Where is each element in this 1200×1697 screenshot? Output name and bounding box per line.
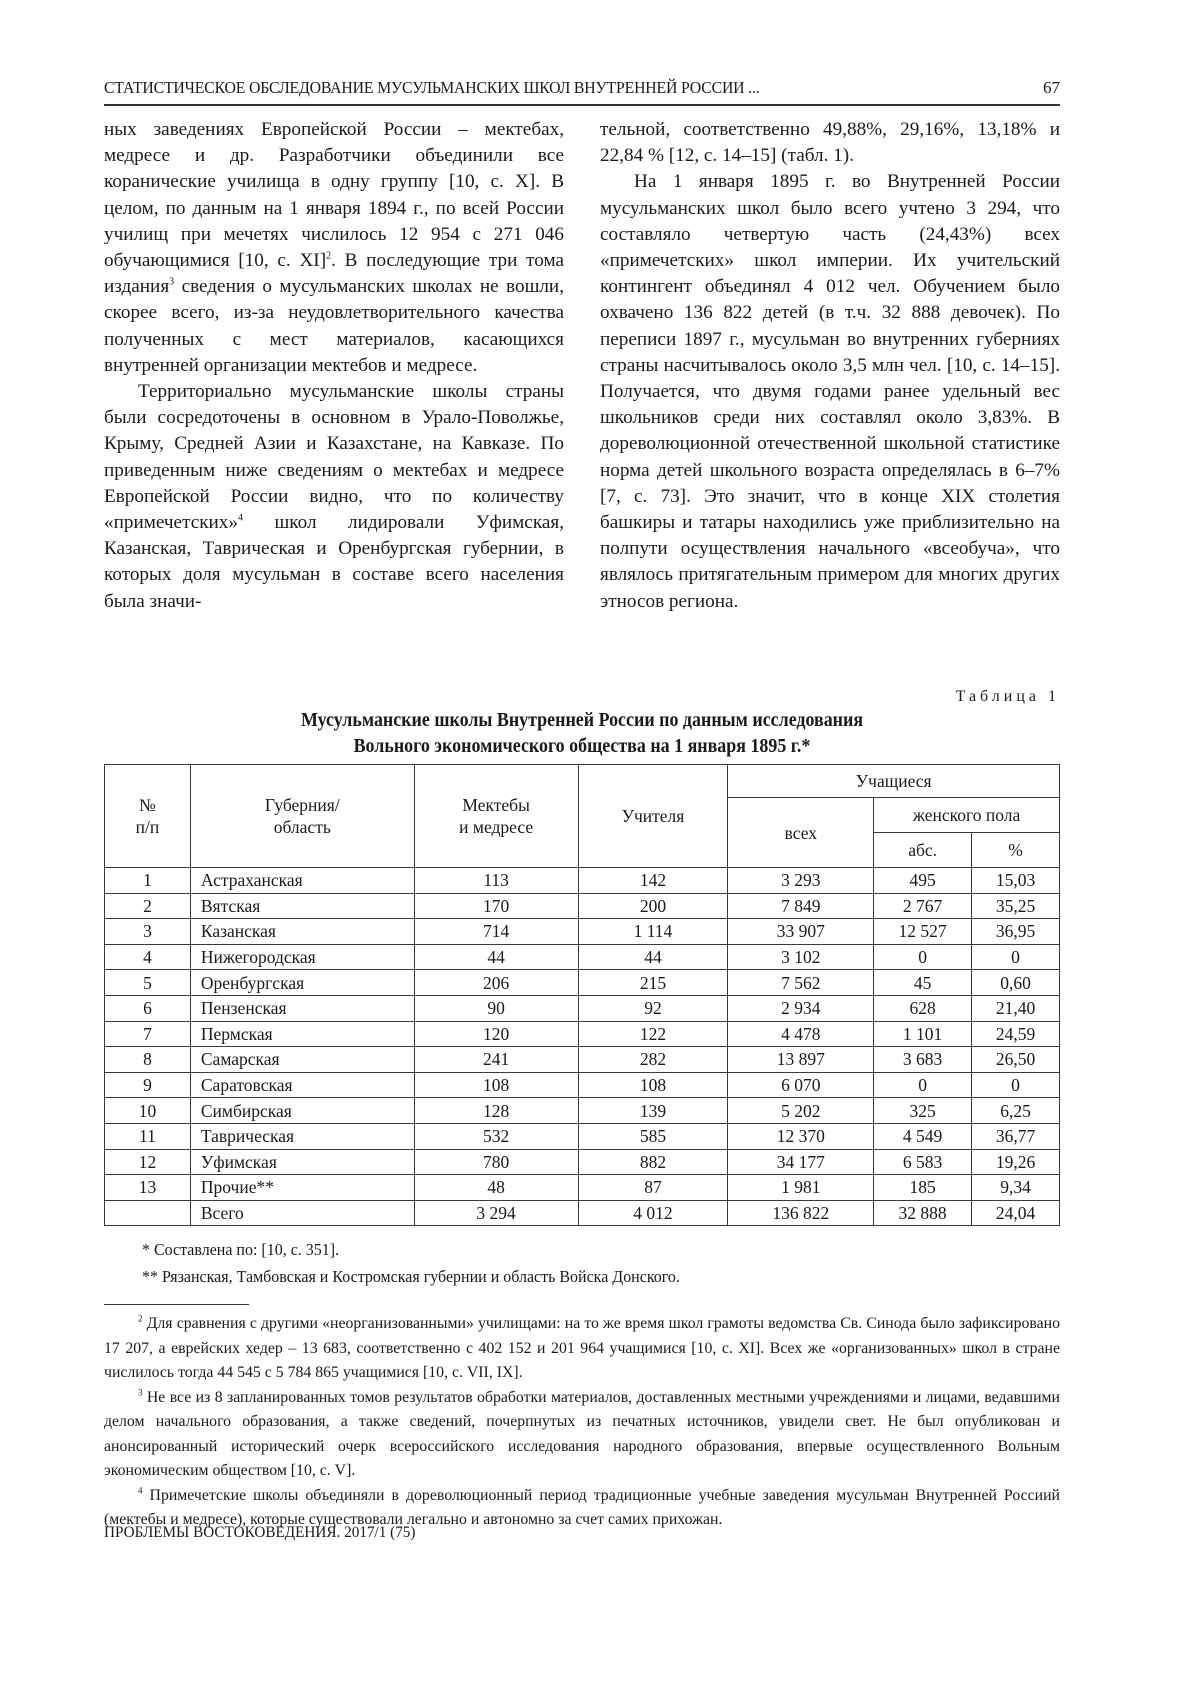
female-pct-cell: 24,04 xyxy=(972,1200,1060,1226)
footnote: $^3$ Не все из 8 запланированных томов результатов обработки материалов, доставленных местными учреждениями и лицами, ведавшими делом начального образования, а также сведений, почерпнутых из печатных источников, увидели свет. Не был опубликован и анонсированный исторический очерк всероссийского исследования народного образования, впервые осуществленного Вольным экономическим обществом [10, с. V]. xyxy=(104,1387,1060,1479)
schools-cell: 780 xyxy=(414,1149,578,1175)
female-abs-cell: 185 xyxy=(874,1175,972,1201)
region-cell: Саратовская xyxy=(190,1072,414,1098)
header-teachers: Учителя xyxy=(578,765,728,868)
body-columns xyxy=(104,117,1060,615)
footnote-ref[interactable]: 4 xyxy=(238,512,243,524)
students-all-cell: 7 849 xyxy=(728,893,874,919)
table-notes xyxy=(142,1236,1044,1290)
female-abs-cell: 3 683 xyxy=(874,1047,972,1073)
teachers-cell: 215 xyxy=(578,970,728,996)
female-pct-cell: 15,03 xyxy=(972,868,1060,894)
teachers-cell: 139 xyxy=(578,1098,728,1124)
header-rule xyxy=(104,104,1060,106)
footnote: $^2$ Для сравнения с другими «неорганизованными» училищами: на то же время школ грамоты ведомства Св. Синода было зафиксировано 17 207, а еврейских хедер – 13 683, соответственно с 402 152 и 201 964 учащимися [10, с. XI]. Всех же «организованных» школ в стране числилось тогда 44 545 с 5 784 865 учащимися [10, с. VII, IX]. xyxy=(104,1313,1060,1381)
schools-cell: 206 xyxy=(414,970,578,996)
header-female: женского пола xyxy=(874,798,1060,833)
region-cell: Нижегородская xyxy=(190,944,414,970)
schools-cell: 120 xyxy=(414,1021,578,1047)
region-cell: Пензенская xyxy=(190,995,414,1021)
data-table xyxy=(104,764,1060,1226)
num-cell: 8 xyxy=(105,1047,191,1073)
num-cell: 10 xyxy=(105,1098,191,1124)
table-row xyxy=(105,995,1060,1021)
table-row xyxy=(105,1200,1060,1226)
students-all-cell: 2 934 xyxy=(728,995,874,1021)
table-row xyxy=(105,1149,1060,1175)
female-pct-cell: 6,25 xyxy=(972,1098,1060,1124)
female-abs-cell: 325 xyxy=(874,1098,972,1124)
num-cell: 7 xyxy=(105,1021,191,1047)
num-cell: 12 xyxy=(105,1149,191,1175)
schools-cell: 48 xyxy=(414,1175,578,1201)
female-pct-cell: 24,59 xyxy=(972,1021,1060,1047)
female-pct-cell: 35,25 xyxy=(972,893,1060,919)
header-all: всех xyxy=(728,798,874,868)
schools-cell: 113 xyxy=(414,868,578,894)
teachers-cell: 108 xyxy=(578,1072,728,1098)
page-number: 67 xyxy=(1043,78,1060,97)
footnotes xyxy=(104,1312,1060,1533)
num-cell: 4 xyxy=(105,944,191,970)
region-cell: Симбирская xyxy=(190,1098,414,1124)
header-schools: Мектебы и медресе xyxy=(414,765,578,868)
num-cell: 3 xyxy=(105,919,191,945)
students-all-cell: 4 478 xyxy=(728,1021,874,1047)
region-cell: Уфимская xyxy=(190,1149,414,1175)
region-cell: Астраханская xyxy=(190,868,414,894)
table-row xyxy=(105,1047,1060,1073)
table-row xyxy=(105,944,1060,970)
region-cell: Казанская xyxy=(190,919,414,945)
region-cell: Таврическая xyxy=(190,1123,414,1149)
schools-cell: 170 xyxy=(414,893,578,919)
female-abs-cell: 495 xyxy=(874,868,972,894)
female-abs-cell: 12 527 xyxy=(874,919,972,945)
female-abs-cell: 0 xyxy=(874,944,972,970)
teachers-cell: 87 xyxy=(578,1175,728,1201)
table-note: ** Рязанская, Тамбовская и Костромская губернии и область Войска Донского. xyxy=(142,1267,680,1286)
num-cell: 6 xyxy=(105,995,191,1021)
table-row xyxy=(105,868,1060,894)
header-female-pct: % xyxy=(972,833,1060,868)
teachers-cell: 882 xyxy=(578,1149,728,1175)
female-pct-cell: 21,40 xyxy=(972,995,1060,1021)
female-pct-cell: 26,50 xyxy=(972,1047,1060,1073)
teachers-cell: 200 xyxy=(578,893,728,919)
schools-cell: 90 xyxy=(414,995,578,1021)
footnote: $^4$ Примечетские школы объединяли в дореволюционный период традиционные учебные заведения мусульман Внутренней Россиий (мектебы и медресе), которые существовали легально и автономно за счет самих прихожан. xyxy=(104,1485,1061,1528)
footnote-ref[interactable]: 2 xyxy=(326,250,332,262)
female-abs-cell: 1 101 xyxy=(874,1021,972,1047)
num-cell: 5 xyxy=(105,970,191,996)
table-row xyxy=(105,970,1060,996)
running-header xyxy=(104,78,1060,98)
students-all-cell: 1 981 xyxy=(728,1175,874,1201)
schools-cell: 532 xyxy=(414,1123,578,1149)
num-cell: 1 xyxy=(105,868,191,894)
table-row xyxy=(105,1123,1060,1149)
footnote-rule xyxy=(104,1304,249,1305)
header-num: № п/п xyxy=(105,765,191,868)
teachers-cell: 44 xyxy=(578,944,728,970)
num-cell: 13 xyxy=(105,1175,191,1201)
num-cell: 2 xyxy=(105,893,191,919)
header-region: Губерния/ область xyxy=(190,765,414,868)
num-cell: 11 xyxy=(105,1123,191,1149)
female-pct-cell: 0 xyxy=(972,944,1060,970)
female-pct-cell: 36,77 xyxy=(972,1123,1060,1149)
students-all-cell: 136 822 xyxy=(728,1200,874,1226)
table-row xyxy=(105,1175,1060,1201)
running-title: СТАТИСТИЧЕСКОЕ ОБСЛЕДОВАНИЕ МУСУЛЬМАНСКИХ ШКОЛ ВНУТРЕННЕЙ РОССИИ ... xyxy=(104,78,760,97)
paragraph: На 1 января 1895 г. во Внутренней России мусульманских школ было всего учтено 3 294, что составляло четвертую часть (24,43%) всех «примечетских» школ империи. Их учительский контингент объединял 4 012 чел. Обучением было охвачено 136 822 детей (в т.ч. 32 888 девочек). По переписи 1897 г., мусульман во внутренних губерниях страны насчитывалось около 3,5 млн чел. [10, с. 14–15]. Получается, что двумя годами ранее удельный вес школьников среди них составлял около 3,83%. В дореволюционной отечественной школьной статистике норма детей школьного возраста определялась в 6–7% [7, с. 73]. Это значит, что в конце XIX столетия башкиры и татары находились уже приблизительно на полпути осуществления начального «всеобуча», что являлось притягательным примером для многих других этносов региона. xyxy=(600,171,1060,612)
schools-cell: 44 xyxy=(414,944,578,970)
num-cell xyxy=(105,1200,191,1226)
female-pct-cell: 9,34 xyxy=(972,1175,1060,1201)
teachers-cell: 282 xyxy=(578,1047,728,1073)
teachers-cell: 122 xyxy=(578,1021,728,1047)
region-cell: Прочие** xyxy=(190,1175,414,1201)
region-cell: Самарская xyxy=(190,1047,414,1073)
table-row xyxy=(105,919,1060,945)
female-pct-cell: 19,26 xyxy=(972,1149,1060,1175)
students-all-cell: 3 102 xyxy=(728,944,874,970)
journal-footer: ПРОБЛЕМЫ ВОСТОКОВЕДЕНИЯ. 2017/1 (75) xyxy=(104,1524,416,1541)
header-female-abs: абс. xyxy=(874,833,972,868)
students-all-cell: 5 202 xyxy=(728,1098,874,1124)
left-column xyxy=(104,117,564,615)
region-cell: Оренбургская xyxy=(190,970,414,996)
female-abs-cell: 2 767 xyxy=(874,893,972,919)
schools-cell: 108 xyxy=(414,1072,578,1098)
table-row xyxy=(105,1072,1060,1098)
schools-cell: 714 xyxy=(414,919,578,945)
paragraph: ных заведениях Европейской России – мектебах, медресе и др. Разработчики объединили все коранические училища в одну группу [10, с. X]. В целом, по данным на 1 января 1894 г., по всей России училищ при мечетях числилось 12 954 с 271 046 обучающимися [10, с. XI]$^2$. В последующие три тома издания$^3$ сведения о мусульманских школах не вошли, скорее всего, из-за неудовлетворительного качества полученных с мест материалов, касающихся внутренней организации мектебов и медресе. xyxy=(104,119,564,376)
right-column xyxy=(600,117,1060,615)
paragraph: Территориально мусульманские школы страны были сосредоточены в основном в Урало-Поволжье, Крыму, Средней Азии и Казахстане, на Кавказе. По приведенным ниже сведениям о мектебах и медресе Европейской России видно, что по количеству «примечетских»$^4$ школ лидировали Уфимская, Казанская, Таврическая и Оренбургская губернии, в которых доля мусульман в составе всего населения была значи- xyxy=(104,381,564,612)
students-all-cell: 7 562 xyxy=(728,970,874,996)
teachers-cell: 92 xyxy=(578,995,728,1021)
table-title: Мусульманские школы Внутренней России по данным исследования Вольного экономического общества на 1 января 1895 г.* xyxy=(300,710,864,757)
female-pct-cell: 0 xyxy=(972,1072,1060,1098)
students-all-cell: 13 897 xyxy=(728,1047,874,1073)
schools-cell: 241 xyxy=(414,1047,578,1073)
teachers-cell: 585 xyxy=(578,1123,728,1149)
footnote-ref[interactable]: 3 xyxy=(169,276,175,288)
teachers-cell: 4 012 xyxy=(578,1200,728,1226)
table-note: * Составлена по: [10, с. 351]. xyxy=(142,1240,340,1259)
header-students: Учащиеся xyxy=(728,765,1060,798)
region-cell: Всего xyxy=(190,1200,414,1226)
female-abs-cell: 6 583 xyxy=(874,1149,972,1175)
num-cell: 9 xyxy=(105,1072,191,1098)
students-all-cell: 34 177 xyxy=(728,1149,874,1175)
students-all-cell: 3 293 xyxy=(728,868,874,894)
students-all-cell: 6 070 xyxy=(728,1072,874,1098)
female-pct-cell: 36,95 xyxy=(972,919,1060,945)
region-cell: Вятская xyxy=(190,893,414,919)
table-row xyxy=(105,1021,1060,1047)
female-abs-cell: 32 888 xyxy=(874,1200,972,1226)
teachers-cell: 142 xyxy=(578,868,728,894)
schools-cell: 128 xyxy=(414,1098,578,1124)
female-abs-cell: 628 xyxy=(874,995,972,1021)
paragraph: тельной, соответственно 49,88%, 29,16%, 13,18% и 22,84 % [12, с. 14–15] (табл. 1). xyxy=(600,119,1060,167)
table-row xyxy=(105,1098,1060,1124)
table-row xyxy=(105,893,1060,919)
students-all-cell: 33 907 xyxy=(728,919,874,945)
female-abs-cell: 45 xyxy=(874,970,972,996)
students-all-cell: 12 370 xyxy=(728,1123,874,1149)
region-cell: Пермская xyxy=(190,1021,414,1047)
schools-cell: 3 294 xyxy=(414,1200,578,1226)
table-label: Таблица 1 xyxy=(955,688,1060,705)
female-abs-cell: 0 xyxy=(874,1072,972,1098)
female-abs-cell: 4 549 xyxy=(874,1123,972,1149)
teachers-cell: 1 114 xyxy=(578,919,728,945)
female-pct-cell: 0,60 xyxy=(972,970,1060,996)
